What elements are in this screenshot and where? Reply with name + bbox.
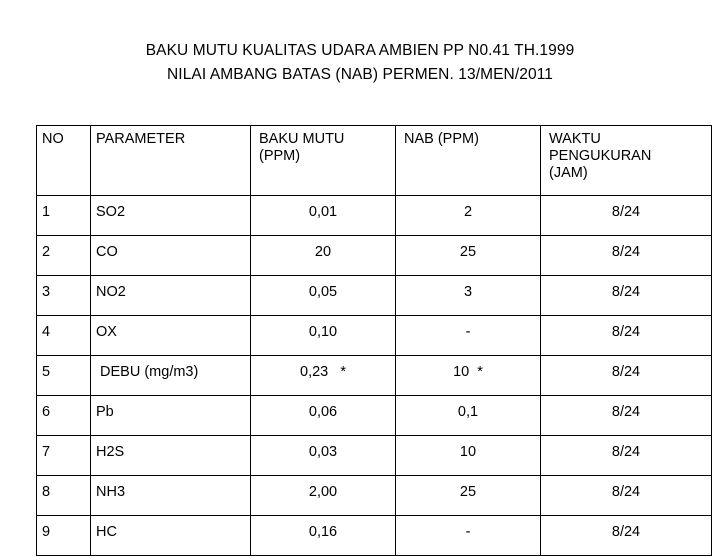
header-nab: NAB (PPM) [396, 126, 541, 196]
cell-waktu: 8/24 [541, 476, 712, 516]
cell-baku-mutu: 0,16 [251, 516, 396, 556]
cell-nab: 10 [396, 436, 541, 476]
cell-parameter: HC [91, 516, 251, 556]
cell-baku-mutu: 0,03 [251, 436, 396, 476]
cell-nab: - [396, 516, 541, 556]
cell-waktu: 8/24 [541, 276, 712, 316]
header-baku-mutu-line: (PPM) [259, 148, 301, 164]
cell-no: 7 [37, 436, 91, 476]
table-row [37, 396, 712, 436]
cell-baku-mutu: 20 [251, 236, 396, 276]
cell-nab: 2 [396, 196, 541, 236]
cell-no: 8 [37, 476, 91, 516]
cell-nab: 3 [396, 276, 541, 316]
cell-parameter: NH3 [91, 476, 251, 516]
cell-parameter: SO2 [91, 196, 251, 236]
title-line-1: BAKU MUTU KUALITAS UDARA AMBIEN PP N0.41 TH.1999 [145, 42, 575, 59]
cell-nab: 25 [396, 476, 541, 516]
table-row [37, 356, 712, 396]
table-row [37, 316, 712, 356]
header-waktu-line: PENGUKURAN [549, 148, 652, 164]
cell-no: 2 [37, 236, 91, 276]
cell-waktu: 8/24 [541, 196, 712, 236]
cell-no: 9 [37, 516, 91, 556]
cell-waktu: 8/24 [541, 436, 712, 476]
cell-nab: - [396, 316, 541, 356]
header-no: NO [37, 126, 91, 196]
cell-baku-mutu: 0,23 * [251, 356, 396, 396]
cell-parameter: DEBU (mg/m3) [91, 356, 251, 396]
cell-nab: 25 [396, 236, 541, 276]
header-baku-mutu [251, 126, 396, 196]
cell-baku-mutu: 0,06 [251, 396, 396, 436]
cell-no: 4 [37, 316, 91, 356]
table-row [37, 436, 712, 476]
cell-waktu: 8/24 [541, 316, 712, 356]
cell-baku-mutu: 2,00 [251, 476, 396, 516]
cell-baku-mutu: 0,05 [251, 276, 396, 316]
cell-baku-mutu: 0,10 [251, 316, 396, 356]
cell-waktu: 8/24 [541, 356, 712, 396]
cell-no: 5 [37, 356, 91, 396]
table-header-row [37, 126, 712, 196]
cell-nab: 0,1 [396, 396, 541, 436]
table-row [37, 516, 712, 556]
cell-parameter: CO [91, 236, 251, 276]
cell-parameter: NO2 [91, 276, 251, 316]
table-row [37, 236, 712, 276]
table-row [37, 476, 712, 516]
cell-parameter: H2S [91, 436, 251, 476]
cell-no: 6 [37, 396, 91, 436]
table-row [37, 196, 712, 236]
table-row [37, 276, 712, 316]
header-parameter: PARAMETER [91, 126, 251, 196]
air-quality-table [36, 125, 712, 556]
cell-nab: 10 * [396, 356, 541, 396]
cell-parameter: OX [91, 316, 251, 356]
cell-waktu: 8/24 [541, 236, 712, 276]
header-waktu-line: WAKTU [549, 131, 601, 147]
header-baku-mutu-line: BAKU MUTU [259, 131, 345, 147]
header-waktu [541, 126, 712, 196]
cell-no: 1 [37, 196, 91, 236]
header-waktu-line: (JAM) [549, 165, 588, 181]
cell-waktu: 8/24 [541, 396, 712, 436]
cell-waktu: 8/24 [541, 516, 712, 556]
title-line-2: NILAI AMBANG BATAS (NAB) PERMEN. 13/MEN/2011 [167, 66, 553, 83]
cell-baku-mutu: 0,01 [251, 196, 396, 236]
cell-parameter: Pb [91, 396, 251, 436]
cell-no: 3 [37, 276, 91, 316]
